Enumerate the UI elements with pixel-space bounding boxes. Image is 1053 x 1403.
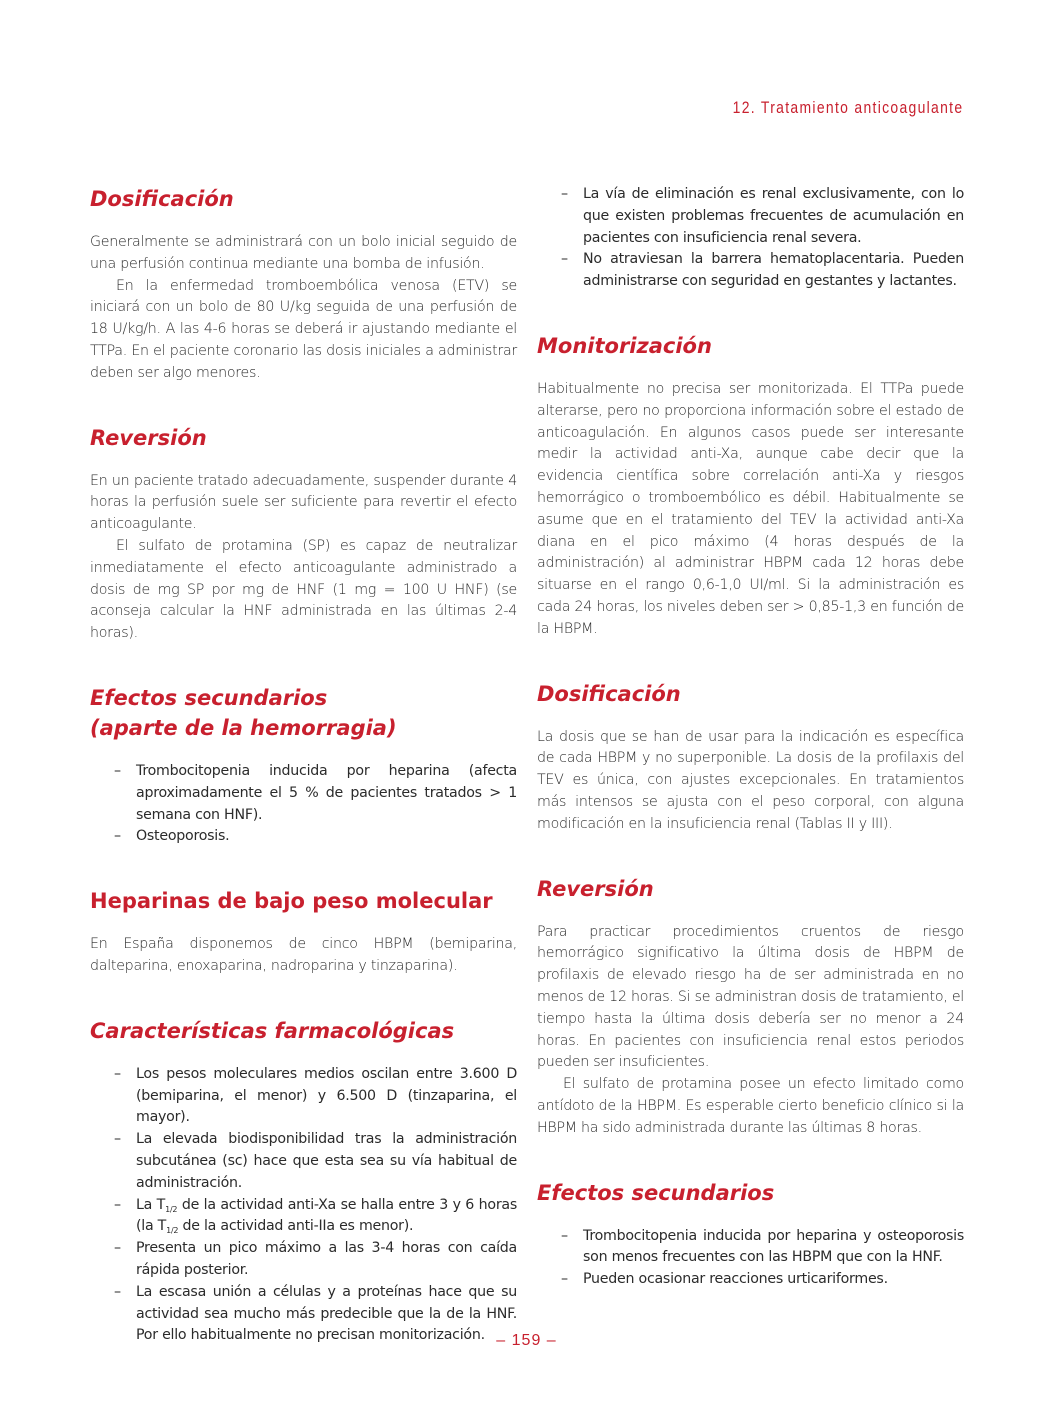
section-reversion-hbpm: [537, 874, 964, 1140]
heading-line: (aparte de la hemorragia): [90, 715, 397, 740]
list-item: – Pueden ocasionar reacciones urticariformes.: [561, 1271, 888, 1288]
list-item: – Osteoporosis.: [114, 828, 230, 845]
section-monitorizacion: [537, 331, 964, 641]
heading-efectos-secundarios: [90, 683, 517, 743]
paragraph: La dosis que se han de usar para la indicación es específica de cada HBPM y no superponible. La dosis de la profilaxis del TEV es única, con ajustes excepcionales. En tratamientos más intensos se ajusta con el peso corporal, con alguna modificación en la insuficiencia renal (Tablas II y III).: [537, 728, 964, 832]
list-item: – La $T_{1/2}$ de la actividad anti-Xa se halla entre 3 y 6 horas (la $T_{1/2}$ de la actividad anti-IIa es menor).: [114, 1196, 517, 1236]
heading-monitorizacion: Monitorización: [537, 333, 712, 358]
list-item: – La vía de eliminación es renal exclusivamente, con lo que existen problemas frecuentes de acumulación en pacientes con insuficiencia renal severa.: [561, 186, 964, 246]
page-number: – 159 –: [496, 1332, 557, 1349]
heading-dosificacion: Dosificación: [537, 681, 681, 706]
list-item: – Trombocitopenia inducida por heparina y osteoporosis son menos frecuentes con las HBPM que con la HNF.: [561, 1227, 964, 1266]
section-continued-list: [537, 184, 964, 293]
heading-caracteristicas: Características farmacológicas: [90, 1018, 455, 1043]
heading-dosificacion: Dosificación: [90, 187, 234, 211]
bullet-list: [537, 1226, 964, 1291]
list-item: – No atraviesan la barrera hematoplacentaria. Pueden administrarse con seguridad en gestantes y lactantes.: [561, 251, 964, 290]
paragraph: Habitualmente no precisa ser monitorizada. El TTPa puede alterarse, pero no proporciona información sobre el estado de anticoagulación. En algunos casos puede ser interesante medir la actividad anti-Xa, aunque cabe decir que la evidencia científica sobre correlación anti-Xa y riesgos hemorrágico o tromboembólico es débil. Habitualmente se asume que en el tratamiento del TEV la actividad anti-Xa diana en el pico máximo (4 horas después de la administración) al administrar HBPM cada 12 horas debe situarse en el rango 0,6-1,0 UI/ml. Si la administración es cada 24 horas, los niveles deben ser > 0,85-1,3 en función de la HBPM.: [537, 380, 964, 637]
paragraph: En España disponemos de cinco HBPM (bemiparina, dalteparina, enoxaparina, nadroparina y tinzaparina).: [90, 936, 517, 974]
bullet-list: [90, 1064, 517, 1347]
left-column: [90, 184, 517, 1385]
paragraph: En la enfermedad tromboembólica venosa (ETV) se iniciará con un bolo de 80 U/kg seguida de una perfusión de 18 U/kg/h. A las 4-6 horas se deberá ir ajustando mediante el TTPa. En el paciente coronario las dosis iniciales a administrar deben ser algo menores.: [90, 277, 517, 381]
section-efectos-secundarios-hbpm: [537, 1178, 964, 1291]
bullet-list: [90, 761, 517, 848]
list-item: – Trombocitopenia inducida por heparina (afecta aproximadamente el 5 % de pacientes tratados > 1 semana con HNF).: [114, 762, 517, 823]
section-caracteristicas: [90, 1016, 517, 1347]
bullet-list: [537, 184, 964, 293]
section-dosificacion-hbpm: [537, 679, 964, 836]
running-header: 12. Tratamiento anticoagulante: [732, 98, 963, 117]
paragraph: En un paciente tratado adecuadamente, suspender durante 4 horas la perfusión suele ser suficiente para revertir el efecto anticoagulante.: [90, 472, 517, 533]
heading-line: Efectos secundarios: [90, 685, 328, 710]
list-item: – Presenta un pico máximo a las 3-4 horas con caída rápida posterior.: [114, 1240, 517, 1278]
right-column: [537, 184, 964, 1329]
section-efectos-secundarios: [90, 683, 517, 848]
section-reversion: [90, 423, 517, 645]
paragraph: Generalmente se administrará con un bolo inicial seguido de una perfusión continua mediante una bomba de infusión.: [90, 234, 517, 272]
heading-reversion: Reversión: [90, 425, 207, 450]
section-hbpm: [90, 886, 517, 978]
heading-hbpm: Heparinas de bajo peso molecular: [90, 889, 493, 914]
list-item: – Los pesos moleculares medios oscilan entre 3.600 D (bemiparina, el menor) y 6.500 D (tinzaparina, el mayor).: [114, 1065, 517, 1126]
list-item: – La escasa unión a células y a proteínas hace que su actividad sea mucho más predecible que la de la HNF. Por ello habitualmente no precisan monitorización.: [114, 1283, 517, 1344]
heading-reversion: Reversión: [537, 876, 654, 901]
section-dosificacion: [90, 184, 517, 385]
paragraph: Para practicar procedimientos cruentos de riesgo hemorrágico significativo la última dosis de HBPM de profilaxis de elevado riesgo ha de ser administrada en no menos de 12 horas. Si se administran dosis de tratamiento, el tiempo hasta la última dosis debería ser no menor a 24 horas. En pacientes con insuficiencia renal estos periodos pueden ser insuficientes.: [537, 923, 964, 1071]
paragraph: El sulfato de protamina (SP) es capaz de neutralizar inmediatamente el efecto anticoagulante administrado a dosis de mg SP por mg de HNF (1 mg = 100 U HNF) (se aconseja calcular la HNF administrada en las últimas 2-4 horas).: [90, 537, 517, 642]
list-item: – La elevada biodisponibilidad tras la administración subcutánea (sc) hace que esta sea su vía habitual de administración.: [114, 1131, 517, 1191]
heading-efectos-secundarios: Efectos secundarios: [537, 1180, 775, 1205]
paragraph: El sulfato de protamina posee un efecto limitado como antídoto de la HBPM. Es esperable cierto beneficio clínico si la HBPM ha sido administrada durante las últimas 8 horas.: [537, 1076, 964, 1136]
